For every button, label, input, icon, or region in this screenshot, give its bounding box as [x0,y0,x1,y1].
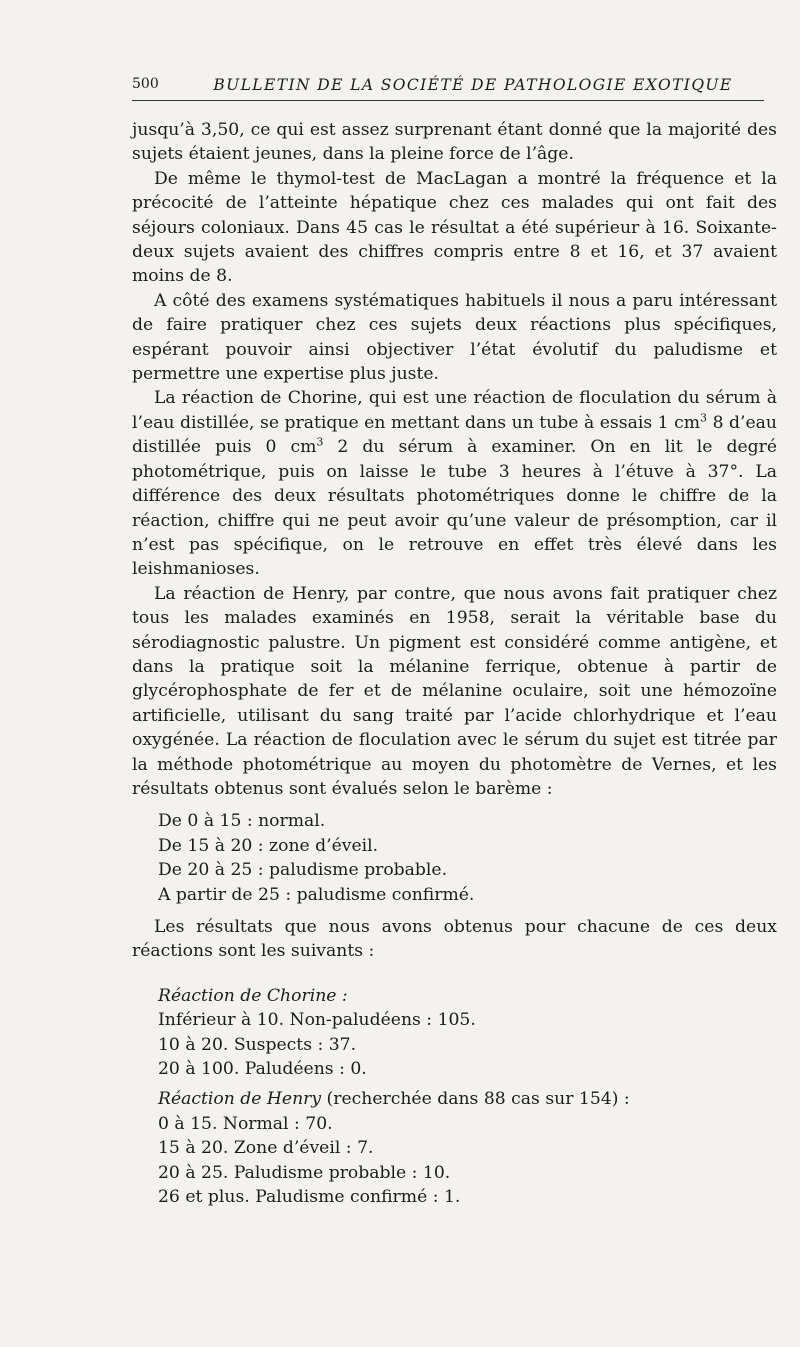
evaluation-scale [132,809,777,907]
superscript-3: 3 [700,411,708,425]
list-item: 0 à 15. Normal : 70. [158,1113,333,1134]
paragraph-thymol-test: De même le thymol-test de MacLagan a montré la fréquence et la précocité de l’atteinte hépatique chez ces malades qui ont fait des séjours coloniaux. Dans 45 cas le résultat a été supérieur à 16. Soixante-deux sujets avaient des chiffres compris entre 8 et 16, et 37 avaient moins de 8. [132,168,777,287]
chorine-results-list [132,1008,777,1081]
list-item: 20 à 100. Paludéens : 0. [158,1059,367,1080]
paragraph-henry-reaction: La réaction de Henry, par contre, que nous avons fait pratiquer chez tous les malades examinés en 1958, serait la véritable base du sérodiagnostic palustre. Un pigment est considéré comme antigène, et dans la pratique soit la mélanine ferrique, obtenue à partir de glycérophosphate de fer et de mélanine oculaire, soit une hémozoïne artificielle, utilisant du sang traité par l’acide chlorhydrique et l’eau oxygénée. La réaction de floculation avec le sérum du sujet est titrée par la méthode photométrique au moyen du photomètre de Vernes, et les résultats obtenus sont évalués selon le barème : [132,583,777,799]
list-item: 26 et plus. Paludisme confirmé : 1. [158,1187,461,1208]
paragraph-continuation: jusqu’à 3,50, ce qui est assez surprenant étant donné que la majorité des sujets étaient jeunes, dans la pleine force de l’âge. [132,120,777,165]
chorine-results-title: Réaction de Chorine : [158,985,348,1006]
superscript-3: 3 [316,435,324,449]
henry-results-list [132,1112,777,1210]
list-item: 10 à 20. Suspects : 37. [158,1034,357,1055]
paragraph-results-intro: Les résultats que nous avons obtenus pour chacune de ces deux réactions sont les suivants : [132,917,777,962]
article-body [132,118,777,1209]
list-item: 20 à 25. Paludisme probable : 10. [158,1162,451,1183]
scale-item: De 0 à 15 : normal. [158,811,326,832]
henry-results-subtitle: (recherchée dans 88 cas sur 154) : [321,1089,630,1110]
scale-item: A partir de 25 : paludisme confirmé. [158,884,475,905]
paragraph-chorine-reaction [132,386,777,581]
running-title: BULLETIN DE LA SOCIÉTÉ DE PATHOLOGIE EXOTIQUE [213,76,733,94]
list-item: 15 à 20. Zone d’éveil : 7. [158,1138,374,1159]
chorine-text-3: 2 du sérum à examiner. On en lit le degré photométrique, puis on laisse le tube 3 heures à l’étuve à 37°. La différence des deux résultats photométriques donne le chiffre de la réaction, chiffre qui ne peut avoir qu’une valeur de présomption, car il n’est pas spécifique, on le retrouve en effet très élevé dans les leishmanioses. [132,437,778,580]
chorine-text-2: 8 d’eau distillée puis 0 cm [132,412,777,458]
paragraph-specific-reactions: A côté des examens systématiques habituels il nous a paru intéressant de faire pratiquer chez ces sujets deux réactions plus spécifiques, espérant pouvoir ainsi objectiver l’état évolutif du paludisme et permettre une expertise plus juste. [132,290,777,385]
list-item: Inférieur à 10. Non-paludéens : 105. [158,1010,476,1031]
henry-results-heading [132,1087,777,1111]
chorine-text-1: La réaction de Chorine, qui est une réaction de floculation du sérum à l’eau distillée, se pratique en mettant dans un tube à essais 1 cm [132,388,777,433]
scale-item: De 15 à 20 : zone d’éveil. [158,835,379,856]
page-header [132,76,764,101]
henry-results-title: Réaction de Henry [158,1089,322,1110]
page-number: 500 [132,76,159,92]
scale-item: De 20 à 25 : paludisme probable. [158,860,448,881]
